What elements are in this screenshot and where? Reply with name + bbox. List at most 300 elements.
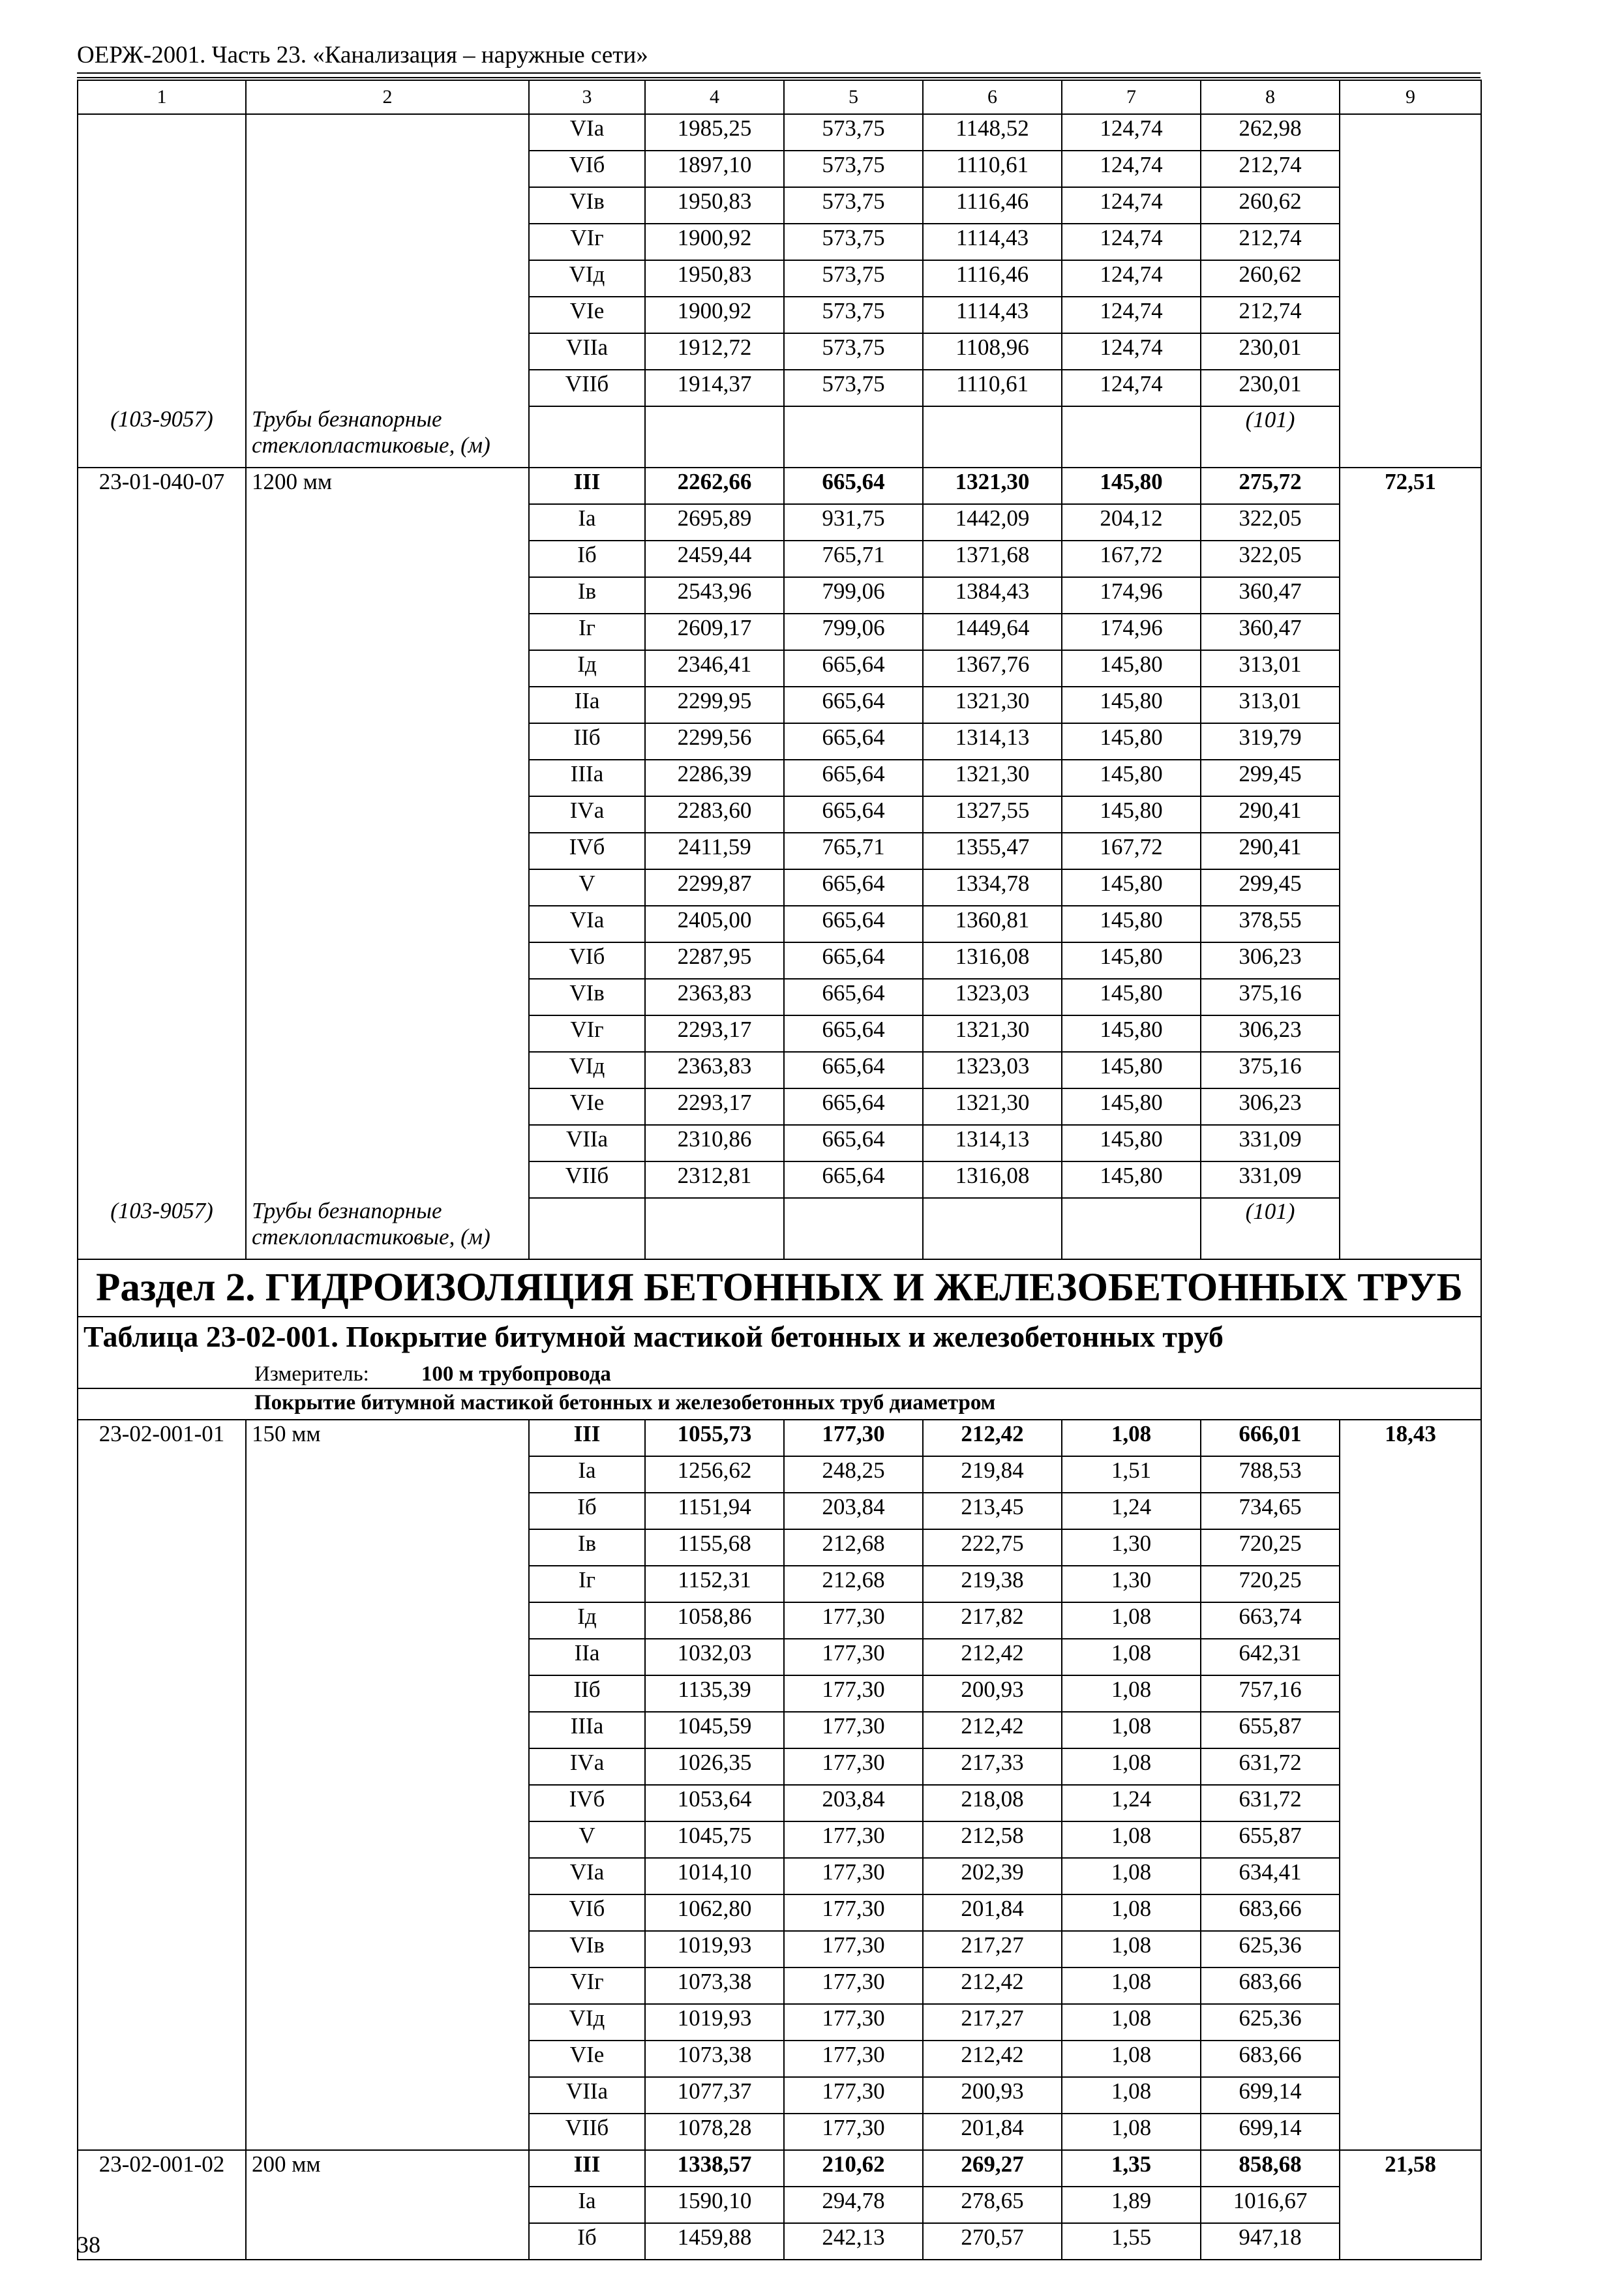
value-cell <box>923 406 1062 468</box>
value-cell: 213,45 <box>923 1493 1062 1529</box>
labor-cell <box>1340 577 1481 614</box>
norm-code: 23-02-001-01 <box>78 1420 246 1456</box>
labor-cell <box>1340 260 1481 297</box>
value-cell: 375,16 <box>1201 1052 1340 1088</box>
column-header: 7 <box>1062 80 1201 114</box>
zone-cell: VIе <box>529 2041 645 2077</box>
value-cell: 1045,75 <box>645 1821 784 1858</box>
value-cell: 1108,96 <box>923 333 1062 370</box>
labor-cell: 72,51 <box>1340 468 1481 504</box>
table-row <box>78 1566 1481 1602</box>
value-cell: 1,08 <box>1062 1420 1201 1456</box>
norm-name <box>246 723 529 760</box>
table-row <box>78 114 1481 151</box>
norm-code <box>78 1967 246 2004</box>
table-row <box>78 2114 1481 2150</box>
value-cell: 1016,67 <box>1201 2187 1340 2223</box>
column-header: 6 <box>923 80 1062 114</box>
norm-code <box>78 1785 246 1821</box>
labor-cell <box>1340 1161 1481 1198</box>
value-cell: 1,51 <box>1062 1456 1201 1493</box>
table-row <box>78 577 1481 614</box>
norm-name <box>246 1785 529 1821</box>
table-row <box>78 260 1481 297</box>
table-row <box>78 760 1481 796</box>
table-row <box>78 1088 1481 1125</box>
zone-cell: Iб <box>529 1493 645 1529</box>
value-cell: 573,75 <box>784 224 923 260</box>
value-cell: 145,80 <box>1062 979 1201 1015</box>
value-cell: 1449,64 <box>923 614 1062 650</box>
value-cell: 331,09 <box>1201 1125 1340 1161</box>
value-cell: 177,30 <box>784 1931 923 1967</box>
value-cell: 1,08 <box>1062 1931 1201 1967</box>
value-cell: 145,80 <box>1062 869 1201 906</box>
value-cell: 222,75 <box>923 1529 1062 1566</box>
value-cell: 124,74 <box>1062 370 1201 406</box>
value-cell: 124,74 <box>1062 297 1201 333</box>
value-cell: 765,71 <box>784 541 923 577</box>
norm-name <box>246 2114 529 2150</box>
norm-name <box>246 1675 529 1712</box>
zone-cell: VIе <box>529 1088 645 1125</box>
norm-code <box>78 2004 246 2041</box>
value-cell: 177,30 <box>784 1858 923 1894</box>
value-cell: 2459,44 <box>645 541 784 577</box>
norm-name <box>246 942 529 979</box>
norm-name <box>246 1161 529 1198</box>
labor-cell <box>1340 869 1481 906</box>
value-cell: 1053,64 <box>645 1785 784 1821</box>
value-cell: 1,89 <box>1062 2187 1201 2223</box>
value-cell: 212,42 <box>923 2041 1062 2077</box>
resource-name: Трубы безнапорные стеклопластиковые, (м) <box>246 1198 529 1259</box>
zone-cell: VIб <box>529 942 645 979</box>
value-cell: 634,41 <box>1201 1858 1340 1894</box>
value-cell: 1,08 <box>1062 2114 1201 2150</box>
zone-cell: Iб <box>529 541 645 577</box>
value-cell: 1114,43 <box>923 297 1062 333</box>
labor-cell <box>1340 1785 1481 1821</box>
norm-name <box>246 833 529 869</box>
value-cell: 177,30 <box>784 1894 923 1931</box>
norm-name <box>246 370 529 406</box>
value-cell: 278,65 <box>923 2187 1062 2223</box>
value-cell: 1900,92 <box>645 297 784 333</box>
zone-cell: IIб <box>529 1675 645 1712</box>
norm-code <box>78 1052 246 1088</box>
zone-cell: VIв <box>529 187 645 224</box>
norm-code <box>78 1125 246 1161</box>
column-header: 1 <box>78 80 246 114</box>
value-cell: 212,74 <box>1201 151 1340 187</box>
value-cell: 331,09 <box>1201 1161 1340 1198</box>
value-cell: 1,08 <box>1062 2077 1201 2114</box>
value-cell: 145,80 <box>1062 760 1201 796</box>
value-cell: 203,84 <box>784 1493 923 1529</box>
value-cell: 665,64 <box>784 723 923 760</box>
norm-name <box>246 224 529 260</box>
norm-code <box>78 1931 246 1967</box>
value-cell: 145,80 <box>1062 1015 1201 1052</box>
value-cell: 1459,88 <box>645 2223 784 2260</box>
zone-cell: VIIа <box>529 2077 645 2114</box>
norm-name <box>246 114 529 151</box>
table-row <box>78 1161 1481 1198</box>
value-cell: 275,72 <box>1201 468 1340 504</box>
value-cell: 1058,86 <box>645 1602 784 1639</box>
value-cell: 219,38 <box>923 1566 1062 1602</box>
value-cell: 319,79 <box>1201 723 1340 760</box>
value-cell: 290,41 <box>1201 833 1340 869</box>
value-cell: 1321,30 <box>923 1088 1062 1125</box>
value-cell: 1314,13 <box>923 723 1062 760</box>
value-cell: 2312,81 <box>645 1161 784 1198</box>
value-cell: 1897,10 <box>645 151 784 187</box>
table-row <box>78 1675 1481 1712</box>
labor-cell <box>1340 760 1481 796</box>
norm-name: 1200 мм <box>246 468 529 504</box>
zone-cell: VIа <box>529 1858 645 1894</box>
zone-cell: VIв <box>529 1931 645 1967</box>
table-row <box>78 2223 1481 2260</box>
value-cell: 1019,93 <box>645 1931 784 1967</box>
column-header: 9 <box>1340 80 1481 114</box>
value-cell: 2286,39 <box>645 760 784 796</box>
norm-code <box>78 297 246 333</box>
value-cell: 294,78 <box>784 2187 923 2223</box>
value-cell: 2363,83 <box>645 979 784 1015</box>
value-cell: 663,74 <box>1201 1602 1340 1639</box>
section-title-row <box>78 1259 1481 1317</box>
value-cell: 167,72 <box>1062 833 1201 869</box>
table-row <box>78 333 1481 370</box>
value-cell: 1,08 <box>1062 1712 1201 1748</box>
value-cell: 1442,09 <box>923 504 1062 541</box>
table-row <box>78 2150 1481 2187</box>
norm-code <box>78 2041 246 2077</box>
value-cell: 217,33 <box>923 1748 1062 1785</box>
norm-code <box>78 370 246 406</box>
resource-name: Трубы безнапорные стеклопластиковые, (м) <box>246 406 529 468</box>
labor-cell <box>1340 1198 1481 1259</box>
norm-name <box>246 2223 529 2260</box>
value-cell: 177,30 <box>784 1675 923 1712</box>
value-cell: 1026,35 <box>645 1748 784 1785</box>
table-title-row <box>78 1317 1481 1362</box>
value-cell: 322,05 <box>1201 504 1340 541</box>
norm-name <box>246 1052 529 1088</box>
value-cell: 683,66 <box>1201 1967 1340 2004</box>
zone-cell: Iд <box>529 1602 645 1639</box>
value-cell: 1,08 <box>1062 1858 1201 1894</box>
norm-code <box>78 151 246 187</box>
norm-name <box>246 2077 529 2114</box>
value-cell: 573,75 <box>784 187 923 224</box>
page-header: ОЕРЖ-2001. Часть 23. «Канализация – наружные сети» <box>77 42 648 68</box>
zone-cell: Iа <box>529 1456 645 1493</box>
value-cell: 1,08 <box>1062 1639 1201 1675</box>
table-row <box>78 1748 1481 1785</box>
zone-cell: VIд <box>529 260 645 297</box>
table-row <box>78 1529 1481 1566</box>
value-cell: 655,87 <box>1201 1821 1340 1858</box>
value-cell: 219,84 <box>923 1456 1062 1493</box>
labor-cell <box>1340 1015 1481 1052</box>
labor-cell <box>1340 224 1481 260</box>
value-cell: 1914,37 <box>645 370 784 406</box>
value-cell: 858,68 <box>1201 2150 1340 2187</box>
value-cell: 631,72 <box>1201 1748 1340 1785</box>
norm-code <box>78 541 246 577</box>
value-cell: 1,08 <box>1062 1821 1201 1858</box>
zone-cell: IVб <box>529 1785 645 1821</box>
zone-cell: VIг <box>529 1015 645 1052</box>
value-cell: 200,93 <box>923 1675 1062 1712</box>
value-cell: 1355,47 <box>923 833 1062 869</box>
value-cell: 573,75 <box>784 333 923 370</box>
value-cell: 1,08 <box>1062 1748 1201 1785</box>
norm-name <box>246 1967 529 2004</box>
value-cell: 665,64 <box>784 760 923 796</box>
value-cell: 1367,76 <box>923 650 1062 687</box>
value-cell: 1371,68 <box>923 541 1062 577</box>
value-cell: 1,30 <box>1062 1529 1201 1566</box>
value-cell: 1334,78 <box>923 869 1062 906</box>
norm-name <box>246 2004 529 2041</box>
value-cell: 2310,86 <box>645 1125 784 1161</box>
norm-name <box>246 1602 529 1639</box>
value-cell: 655,87 <box>1201 1712 1340 1748</box>
zone-cell: Iв <box>529 577 645 614</box>
value-cell: 177,30 <box>784 1639 923 1675</box>
value-cell: 765,71 <box>784 833 923 869</box>
norm-name <box>246 796 529 833</box>
norm-code <box>78 260 246 297</box>
norm-code <box>78 979 246 1015</box>
zone-cell: IVа <box>529 796 645 833</box>
norm-name <box>246 614 529 650</box>
zone-cell: VIа <box>529 906 645 942</box>
value-cell: 2346,41 <box>645 650 784 687</box>
table-row <box>78 1602 1481 1639</box>
norm-code <box>78 796 246 833</box>
value-cell: 720,25 <box>1201 1566 1340 1602</box>
labor-cell <box>1340 1858 1481 1894</box>
value-cell: 799,06 <box>784 614 923 650</box>
value-cell: 360,47 <box>1201 614 1340 650</box>
value-cell: 167,72 <box>1062 541 1201 577</box>
zone-cell: IIа <box>529 687 645 723</box>
resource-code: (103-9057) <box>78 406 246 468</box>
value-cell: 1360,81 <box>923 906 1062 942</box>
value-cell: 1019,93 <box>645 2004 784 2041</box>
value-cell: 270,57 <box>923 2223 1062 2260</box>
value-cell: 734,65 <box>1201 1493 1340 1529</box>
norm-code <box>78 577 246 614</box>
header-rule <box>77 77 1481 78</box>
value-cell: (101) <box>1201 406 1340 468</box>
labor-cell <box>1340 833 1481 869</box>
value-cell: 124,74 <box>1062 333 1201 370</box>
labor-cell <box>1340 406 1481 468</box>
zone-cell: Iг <box>529 614 645 650</box>
column-header: 4 <box>645 80 784 114</box>
labor-cell <box>1340 297 1481 333</box>
table-row <box>78 796 1481 833</box>
value-cell: 625,36 <box>1201 2004 1340 2041</box>
labor-cell: 21,58 <box>1340 2150 1481 2187</box>
value-cell: 665,64 <box>784 1161 923 1198</box>
value-cell: 204,12 <box>1062 504 1201 541</box>
value-cell: 299,45 <box>1201 869 1340 906</box>
norm-code <box>78 1088 246 1125</box>
norm-code <box>78 224 246 260</box>
table-row <box>78 1052 1481 1088</box>
value-cell: 217,27 <box>923 2004 1062 2041</box>
column-header: 8 <box>1201 80 1340 114</box>
zone-cell: III <box>529 1420 645 1456</box>
value-cell: 217,82 <box>923 1602 1062 1639</box>
norm-code <box>78 504 246 541</box>
labor-cell <box>1340 1967 1481 2004</box>
zone-cell: Iд <box>529 650 645 687</box>
norm-code <box>78 942 246 979</box>
value-cell: 177,30 <box>784 1712 923 1748</box>
labor-cell <box>1340 1821 1481 1858</box>
table-row <box>78 2187 1481 2223</box>
value-cell: 1314,13 <box>923 1125 1062 1161</box>
table-row <box>78 151 1481 187</box>
value-cell: 124,74 <box>1062 151 1201 187</box>
value-cell: 145,80 <box>1062 1052 1201 1088</box>
labor-cell <box>1340 114 1481 151</box>
labor-cell <box>1340 979 1481 1015</box>
value-cell: 1,08 <box>1062 1894 1201 1931</box>
value-cell: 177,30 <box>784 1821 923 1858</box>
table-title: Таблица 23-02-001. Покрытие битумной мастикой бетонных и железобетонных труб <box>78 1317 1481 1362</box>
meter-value: 100 м трубопровода <box>421 1362 611 1386</box>
zone-cell: IVб <box>529 833 645 869</box>
value-cell: 757,16 <box>1201 1675 1340 1712</box>
labor-cell <box>1340 1748 1481 1785</box>
value-cell: 665,64 <box>784 979 923 1015</box>
value-cell: 1,30 <box>1062 1566 1201 1602</box>
value-cell: 177,30 <box>784 1748 923 1785</box>
labor-cell <box>1340 1675 1481 1712</box>
value-cell: 260,62 <box>1201 260 1340 297</box>
norm-name <box>246 297 529 333</box>
norm-name <box>246 2041 529 2077</box>
value-cell: 2287,95 <box>645 942 784 979</box>
labor-cell <box>1340 1456 1481 1493</box>
value-cell: 322,05 <box>1201 541 1340 577</box>
table-row <box>78 504 1481 541</box>
value-cell <box>784 1198 923 1259</box>
value-cell: 145,80 <box>1062 723 1201 760</box>
zone-cell: VIб <box>529 1894 645 1931</box>
value-cell: 218,08 <box>923 1785 1062 1821</box>
value-cell: 262,98 <box>1201 114 1340 151</box>
norm-code <box>78 1602 246 1639</box>
value-cell: 145,80 <box>1062 468 1201 504</box>
value-cell: 2299,87 <box>645 869 784 906</box>
labor-cell <box>1340 370 1481 406</box>
norm-name <box>246 1858 529 1894</box>
table-row <box>78 2004 1481 2041</box>
zone-cell: VIа <box>529 114 645 151</box>
value-cell: 1323,03 <box>923 1052 1062 1088</box>
value-cell: 1116,46 <box>923 187 1062 224</box>
norm-code: 23-01-040-07 <box>78 468 246 504</box>
norm-code <box>78 614 246 650</box>
page-number: 38 <box>77 2232 100 2258</box>
value-cell: (101) <box>1201 1198 1340 1259</box>
norm-code: 23-02-001-02 <box>78 2150 246 2187</box>
value-cell: 1148,52 <box>923 114 1062 151</box>
norm-code <box>78 1529 246 1566</box>
table-row <box>78 979 1481 1015</box>
value-cell: 1110,61 <box>923 151 1062 187</box>
norm-code <box>78 1161 246 1198</box>
value-cell: 1316,08 <box>923 942 1062 979</box>
zone-cell: VIд <box>529 1052 645 1088</box>
value-cell: 788,53 <box>1201 1456 1340 1493</box>
value-cell: 1338,57 <box>645 2150 784 2187</box>
norm-name <box>246 1821 529 1858</box>
table-row <box>78 1639 1481 1675</box>
value-cell: 2293,17 <box>645 1015 784 1052</box>
value-cell: 2543,96 <box>645 577 784 614</box>
labor-cell <box>1340 2041 1481 2077</box>
value-cell: 1321,30 <box>923 468 1062 504</box>
value-cell: 1,08 <box>1062 1602 1201 1639</box>
value-cell: 212,42 <box>923 1712 1062 1748</box>
value-cell <box>1062 406 1201 468</box>
zone-cell: VIIб <box>529 1161 645 1198</box>
section-title: Раздел 2. ГИДРОИЗОЛЯЦИЯ БЕТОННЫХ И ЖЕЛЕЗОБЕТОННЫХ ТРУБ <box>78 1259 1481 1317</box>
value-cell: 201,84 <box>923 2114 1062 2150</box>
value-cell: 177,30 <box>784 1602 923 1639</box>
zone-cell: VIг <box>529 1967 645 2004</box>
norm-code <box>78 1858 246 1894</box>
norm-name: 150 мм <box>246 1420 529 1456</box>
norm-name <box>246 1456 529 1493</box>
value-cell: 145,80 <box>1062 650 1201 687</box>
labor-cell: 18,43 <box>1340 1420 1481 1456</box>
value-cell: 665,64 <box>784 1125 923 1161</box>
norm-name <box>246 1566 529 1602</box>
value-cell: 1135,39 <box>645 1675 784 1712</box>
value-cell: 1,08 <box>1062 2041 1201 2077</box>
value-cell: 177,30 <box>784 2114 923 2150</box>
value-cell: 230,01 <box>1201 370 1340 406</box>
value-cell: 202,39 <box>923 1858 1062 1894</box>
value-cell: 248,25 <box>784 1456 923 1493</box>
value-cell: 378,55 <box>1201 906 1340 942</box>
value-cell: 145,80 <box>1062 687 1201 723</box>
norm-name <box>246 1529 529 1566</box>
value-cell: 1,24 <box>1062 1785 1201 1821</box>
value-cell: 665,64 <box>784 942 923 979</box>
norm-name <box>246 979 529 1015</box>
zone-cell: V <box>529 869 645 906</box>
table-row <box>78 297 1481 333</box>
norm-name <box>246 1712 529 1748</box>
value-cell: 210,62 <box>784 2150 923 2187</box>
labor-cell <box>1340 1493 1481 1529</box>
value-cell: 1950,83 <box>645 187 784 224</box>
